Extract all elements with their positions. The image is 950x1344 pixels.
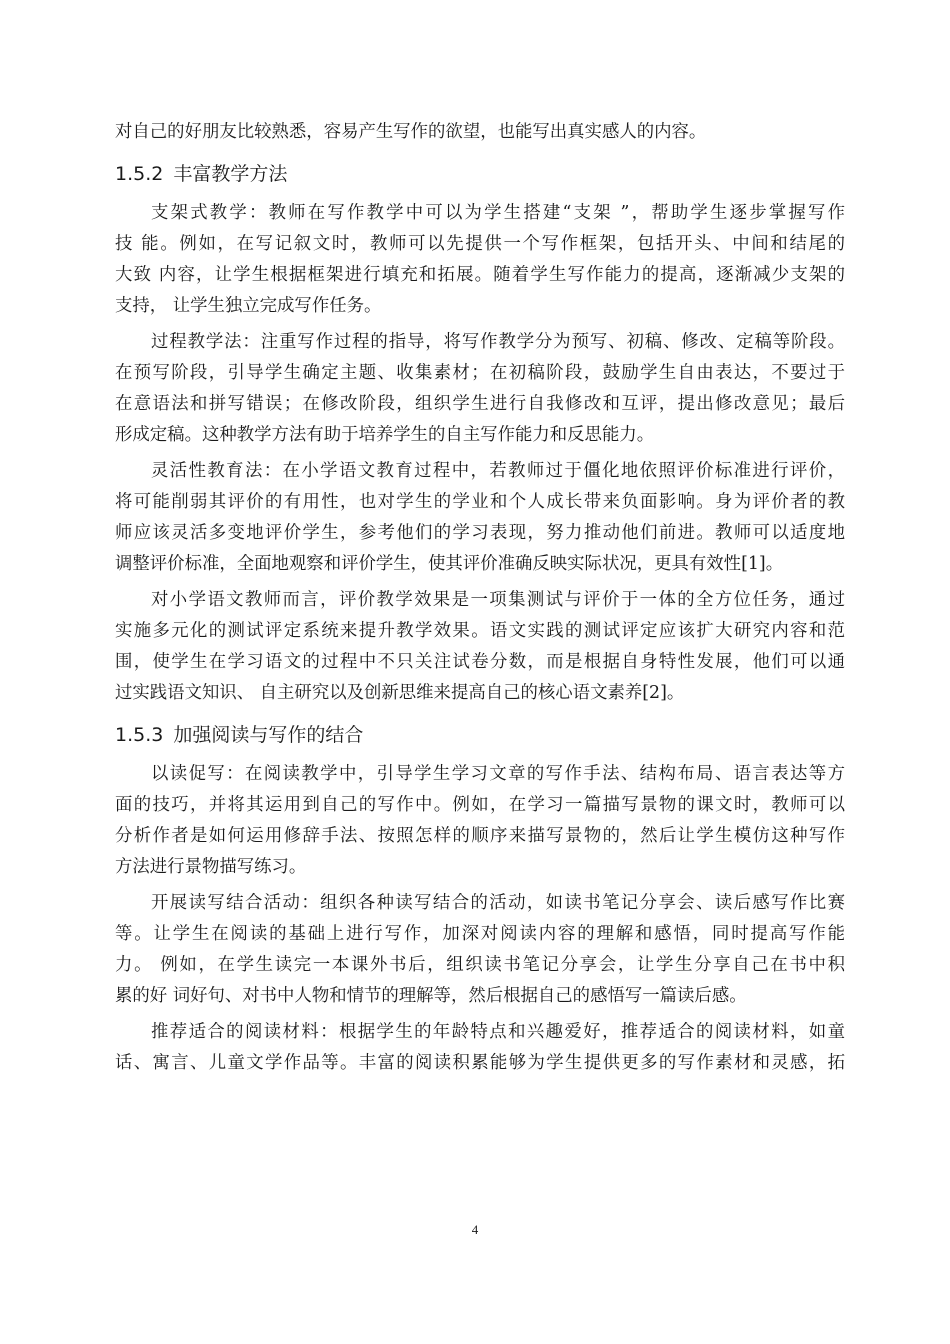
section-number: 1.5.3 (115, 724, 164, 746)
text-line: 以读促写：在阅读教学中，引导学生学习文章的写作手法、结构布局、语言表达等方 (151, 764, 845, 784)
section-title: 加强阅读与写作的结合 (173, 724, 364, 746)
document-body (115, 117, 845, 1084)
paragraph-reading-promotes-writing (115, 759, 845, 883)
text-line: 支持， 让学生独立完成写作任务。 (115, 296, 382, 316)
paragraph-evaluation (115, 585, 845, 709)
text-line: 将可能削弱其评价的有用性，也对学生的学业和个人成长带来负面影响。身为评价者的教 (115, 492, 845, 512)
text-line: 在意语法和拼写错误；在修改阶段，组织学生进行自我修改和互评，提出修改意见；最后 (115, 394, 845, 414)
section-heading-1-5-2 (115, 154, 845, 194)
section-number: 1.5.2 (115, 163, 164, 185)
text-line: 对小学语文教师而言，评价教学效果是一项集测试与评价于一体的全方位任务，通过 (151, 590, 845, 610)
text-line: 推荐适合的阅读材料：根据学生的年龄特点和兴趣爱好，推荐适合的阅读材料，如童 (151, 1022, 845, 1042)
text-line: 支架式教学：教师在写作教学中可以为学生搭建“支架 ”，帮助学生逐步掌握写作 (151, 203, 845, 223)
text-line: 开展读写结合活动：组织各种读写结合的活动，如读书笔记分享会、读后感写作比赛 (151, 893, 845, 913)
text-line: 技 能。例如，在写记叙文时，教师可以先提供一个写作框架，包括开头、中间和结尾的 (115, 234, 845, 254)
paragraph-flexible-education (115, 456, 845, 580)
text-line: 面的技巧，并将其运用到自己的写作中。例如，在学习一篇描写景物的课文时，教师可以 (115, 795, 845, 815)
text-line: 分析作者是如何运用修辞手法、按照怎样的顺序来描写景物的，然后让学生模仿这种写作 (115, 826, 845, 846)
text-line: 形成定稿。这种教学方法有助于培养学生的自主写作能力和反思能力。 (115, 425, 655, 445)
text-line: 围，使学生在学习语文的过程中不只关注试卷分数，而是根据自身特性发展，他们可以通 (115, 652, 845, 672)
text-line: 师应该灵活多变地评价学生，参考他们的学习表现，努力推动他们前进。教师可以适度地 (115, 523, 845, 543)
text-line: 在预写阶段，引导学生确定主题、收集素材；在初稿阶段，鼓励学生自由表达，不要过于 (115, 363, 845, 383)
text-line: 话、寓言、儿童文学作品等。丰富的阅读积累能够为学生提供更多的写作素材和灵感，拓 (115, 1053, 845, 1073)
text-line: 调整评价标准，全面地观察和评价学生，使其评价准确反映实际状况，更具有效性[1]。 (115, 554, 784, 574)
text-line: 等。让学生在阅读的基础上进行写作，加深对阅读内容的理解和感悟，同时提高写作能 (115, 924, 845, 944)
text-line: 灵活性教育法：在小学语文教育过程中，若教师过于僵化地依照评价标准进行评价， (151, 461, 845, 481)
paragraph-scaffolding (115, 198, 845, 322)
text-line: 对自己的好朋友比较熟悉，容易产生写作的欲望，也能写出真实感人的内容。 (115, 122, 707, 142)
text-line: 累的好 词好句、对书中人物和情节的理解等，然后根据自己的感悟写一篇读后感。 (115, 986, 747, 1006)
text-line: 大致 内容，让学生根据框架进行填充和拓展。随着学生写作能力的提高，逐渐减少支架的 (115, 265, 845, 285)
paragraph-recommend-materials (115, 1017, 845, 1079)
text-line: 实施多元化的测试评定系统来提升教学效果。语文实践的测试评定应该扩大研究内容和范 (115, 621, 845, 641)
section-heading-1-5-3 (115, 715, 845, 755)
page-number: 4 (471, 1222, 479, 1237)
paragraph-continued (115, 117, 845, 148)
text-line: 过实践语文知识、 自主研究以及创新思维来提高自己的核心语文素养[2]。 (115, 683, 685, 703)
section-title: 丰富教学方法 (173, 163, 288, 185)
paragraph-reading-writing-activities (115, 888, 845, 1012)
paragraph-process-teaching (115, 327, 845, 451)
text-line: 过程教学法：注重写作过程的指导，将写作教学分为预写、初稿、修改、定稿等阶段。 (151, 332, 845, 352)
text-line: 力。 例如，在学生读完一本课外书后，组织读书笔记分享会，让学生分享自己在书中积 (115, 955, 845, 975)
text-line: 方法进行景物描写练习。 (115, 857, 307, 877)
